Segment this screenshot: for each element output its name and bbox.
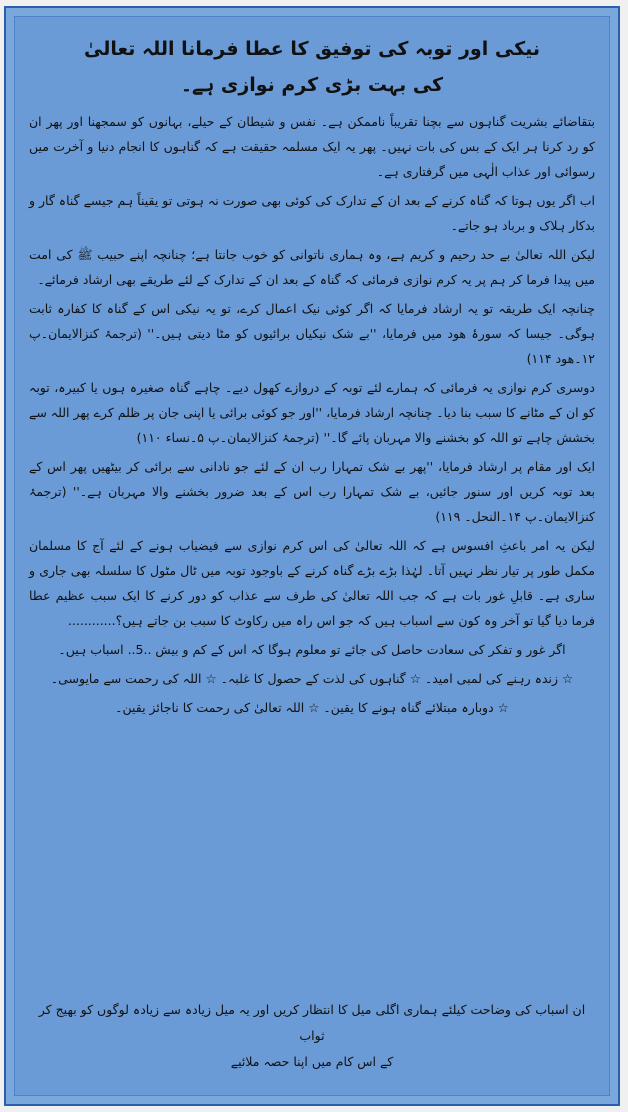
title-line-2: کی بہت بڑی کرم نوازی ہے۔	[180, 74, 444, 96]
paragraph-6: ایک اور مقام پر ارشاد فرمایا، ''پھر بے شک تمہارا رب ان کے لئے جو نادانی سے برائی کر بیٹھیں پھر اس کے بعد توبہ کریں اور سنور جائیں، بے شک تمہارا رب اس کے بعد ضرور بخشنے والا مہربان ہے۔'' (ترجمۂ کنزالایمان۔پ ۱۴۔النحل۔ ۱۱۹)	[29, 459, 595, 524]
article-footer	[29, 997, 595, 1075]
paragraph-5: دوسری کرم نوازی یہ فرمائی کہ ہمارے لئے توبہ کے دروازے کھول دیے۔ چاہے گناہ صغیرہ ہوں یا کبیرہ، توبہ کو ان کے مٹانے کا سبب بنا دیا۔ چنانچہ ارشاد فرمایا، ''اور جو کوئی برائی یا اپنی جان پر ظلم کرے پھر اللہ سے بخشش چاہے تو اللہ کو بخشنے والا مہربان پائے گا۔'' (ترجمۂ کنزالایمان۔پ ۵۔نساء ۱۱۰)	[29, 380, 595, 445]
article-body	[29, 109, 595, 633]
paragraph-3: لیکن اللہ تعالیٰ بے حد رحیم و کریم ہے، وہ ہماری ناتوانی کو خوب جانتا ہے؛ چنانچہ اپنے حبیب ﷺ کی امت میں پیدا فرما کر ہم پر یہ کرم نوازی فرمائی کہ گناہ کے بعد ان کے تدارک کے لئے طریقے بھی ارشاد فرمائے۔	[29, 247, 595, 287]
paragraph-4: چنانچہ ایک طریقہ تو یہ ارشاد فرمایا کہ اگر کوئی نیک اعمال کرے، تو یہ نیکی اس کے گناہ کا کفارہ ثابت ہوگی۔ جیسا کہ سورۂ ھود میں فرمایا، ''بے شک نیکیاں برائیوں کو مٹا دیتی ہیں۔'' (ترجمۂ کنزالایمان۔پ ۱۲۔ھود ۱۱۴)	[29, 301, 595, 366]
reasons-line-2: ☆ دوبارہ مبتلائے گناہ ہونے کا یقین۔ ☆ اللہ تعالیٰ کی رحمت کا ناجائز یقین۔	[115, 700, 509, 715]
article-title	[29, 31, 595, 103]
article-frame	[4, 6, 620, 1106]
reasons-line-1: ☆ زندہ رہنے کی لمبی امید۔ ☆ گناہوں کی لذت کے حصول کا غلبہ۔ ☆ اللہ کی رحمت سے مایوسی۔	[50, 671, 574, 686]
paragraph-7: لیکن یہ امر باعثِ افسوس ہے کہ اللہ تعالیٰ کی اس کرم نوازی سے فیضیاب ہونے کے لئے آج کا مسلمان مکمل طور پر تیار نظر نہیں آتا۔ لہٰذا بڑے بڑے گناہ کرنے کے باوجود توبہ میں ٹال مٹول کا سلسلہ بھی جاری و ساری ہے۔ قابلِ غور بات ہے کہ جب اللہ تعالیٰ کی طرف سے عذاب کو دور کرنے کا ایک سبب عظیم عطا فرما دیا گیا تو آخر وہ کون سے اسباب ہیں کہ جو اس راہ میں رکاوٹ کا سبب بن جاتے ہیں؟............	[29, 538, 595, 628]
article-panel	[14, 16, 610, 1096]
paragraph-2: اب اگر یوں ہوتا کہ گناہ کرنے کے بعد ان کے تدارک کی کوئی بھی صورت نہ ہوتی تو یقیناً ہم جیسے گناہ گار و بدکار ہلاک و برباد ہو جاتے۔	[29, 193, 595, 233]
title-line-1: نیکی اور توبہ کی توفیق کا عطا فرمانا اللہ تعالیٰ	[83, 38, 541, 60]
reasons-intro: اگر غور و تفکر کی سعادت حاصل کی جائے تو معلوم ہوگا کہ اس کے کم و بیش ..5.. اسباب ہیں۔	[58, 642, 566, 657]
footer-line-2: کے اس کام میں اپنا حصہ ملائیے	[230, 1054, 394, 1069]
footer-line-1: ان اسباب کی وضاحت کیلئے ہماری اگلی میل کا انتظار کریں اور یہ میل زیادہ سے زیادہ لوگوں کو بھیج کر ثواب	[38, 1002, 586, 1043]
paragraph-1: بتقاضائے بشریت گناہوں سے بچنا تقریباً ناممکن ہے۔ نفس و شیطان کے حیلے، بہانوں کو سمجھنا اور پھر ان کو رد کرنا ہر ایک کے بس کی بات نہیں۔ پھر یہ ایک مسلمہ حقیقت ہے کہ گناہوں کا انجام دنیا و آخرت میں رسوائی اور عذاب الٰہی میں گرفتاری ہے۔	[29, 114, 595, 179]
reasons-list	[29, 637, 595, 720]
